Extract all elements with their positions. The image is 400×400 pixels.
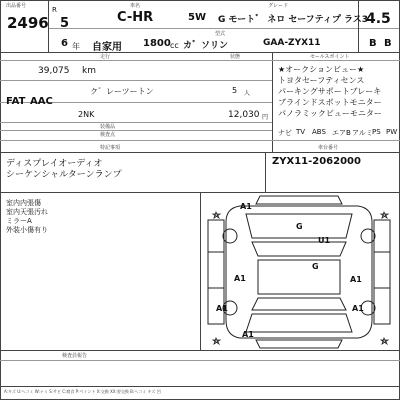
- equipment-ps: PS: [372, 128, 381, 136]
- legend-text: A:キズ U:ヘコミ W:ナミ S:サビ C:腐食 P:ペイント X:交換 XX:要交換 B:ヘコミ キズ 凹: [4, 389, 161, 394]
- sales-point-item: ブラインドスポットモニター: [278, 98, 382, 107]
- interior-score: B: [369, 38, 377, 49]
- mileage: 39,075: [38, 66, 70, 76]
- air-conditioning: AAC: [30, 96, 53, 107]
- lot-number: 2496: [7, 14, 49, 32]
- body-color: ク゛レーツートン: [90, 87, 154, 96]
- auction-score: 4.5: [366, 11, 391, 27]
- sales-point-item: ★オークションビュー★: [278, 65, 365, 74]
- recycle-fee-unit: 円: [262, 114, 269, 121]
- displacement: 1800: [143, 38, 171, 49]
- damage-mark: A1: [234, 274, 246, 283]
- equipment-abs: ABS: [312, 128, 326, 136]
- equipment-tv: TV: [296, 128, 306, 136]
- use-type: 自家用: [92, 42, 122, 53]
- mileage-unit: km: [82, 66, 96, 76]
- sales-point-item: パーキングサポートブレーキ: [278, 87, 382, 96]
- damage-mark: G: [296, 222, 303, 231]
- sales-point-item: トヨタセーフティセンス: [278, 76, 365, 85]
- equipment-navi: ナビ: [278, 129, 292, 137]
- grade-name: G モート゛ ネロ セーフティプ ラス3: [218, 15, 369, 25]
- transmission: FAT: [6, 96, 26, 107]
- model-code: GAA-ZYX11: [263, 38, 321, 48]
- maker-model-label: 車名: [130, 3, 141, 9]
- notes-section-label: 特記事項: [100, 145, 121, 151]
- door-count: 5: [232, 86, 238, 95]
- model-year: 6: [61, 38, 68, 49]
- grade-code: 5: [60, 16, 70, 31]
- damage-mark: A1: [242, 330, 254, 339]
- equipment-airbag: エアB: [332, 129, 351, 137]
- damage-mark: U1: [318, 236, 331, 245]
- damage-mark: A1: [352, 304, 364, 313]
- lot-number-label: 出品番号: [6, 3, 27, 9]
- recycle-fee: 12,030: [228, 110, 260, 120]
- equipment-alloy: アルミ: [352, 129, 373, 137]
- chassis-number: ZYX11-2062000: [272, 156, 361, 167]
- damage-mark: G: [312, 262, 319, 271]
- sales-point-item: パノラミックビューモニター: [278, 109, 382, 118]
- damage-mark: A1: [350, 275, 362, 284]
- equipment-pw: PW: [386, 128, 398, 136]
- chassis-number-label: 車台番号: [318, 145, 339, 151]
- damage-mark: A1: [240, 202, 252, 211]
- inspector-item: 室内天張汚れ: [6, 208, 48, 216]
- inspector-item: 室内内張傷: [6, 199, 41, 207]
- fuel-type: カ゛ソリン: [183, 41, 229, 51]
- condition-label: 状態: [230, 54, 241, 60]
- model-code-label: 型式: [215, 31, 226, 37]
- condition-section-label: 検査点: [100, 132, 116, 138]
- row-marker: R: [52, 6, 57, 14]
- model-name: C-HR: [117, 10, 154, 25]
- inspector-item: 外装小傷有り: [6, 226, 48, 234]
- car-damage-diagram: [200, 192, 399, 350]
- exterior-score: B: [384, 38, 392, 49]
- engine-code: 2NK: [78, 110, 95, 119]
- notes-item: ディスプレイオーディオ: [6, 159, 103, 169]
- mileage-label: 走行: [100, 54, 111, 60]
- notes-item: シーケンシャルターンランプ: [6, 170, 122, 180]
- door-count-unit: 人: [244, 90, 251, 97]
- inspector-report-label: 検査員報告: [62, 353, 88, 359]
- displacement-unit: cc: [170, 41, 179, 50]
- sales-points-title: セールスポイント: [310, 54, 350, 60]
- grade-label: グレード: [268, 3, 289, 9]
- equipment-section-label: 装備品: [100, 124, 116, 130]
- damage-mark: A1: [216, 304, 228, 313]
- inspector-item: ミラーA: [6, 217, 32, 225]
- model-year-unit: 年: [72, 42, 80, 51]
- drive-type: 5W: [188, 12, 206, 23]
